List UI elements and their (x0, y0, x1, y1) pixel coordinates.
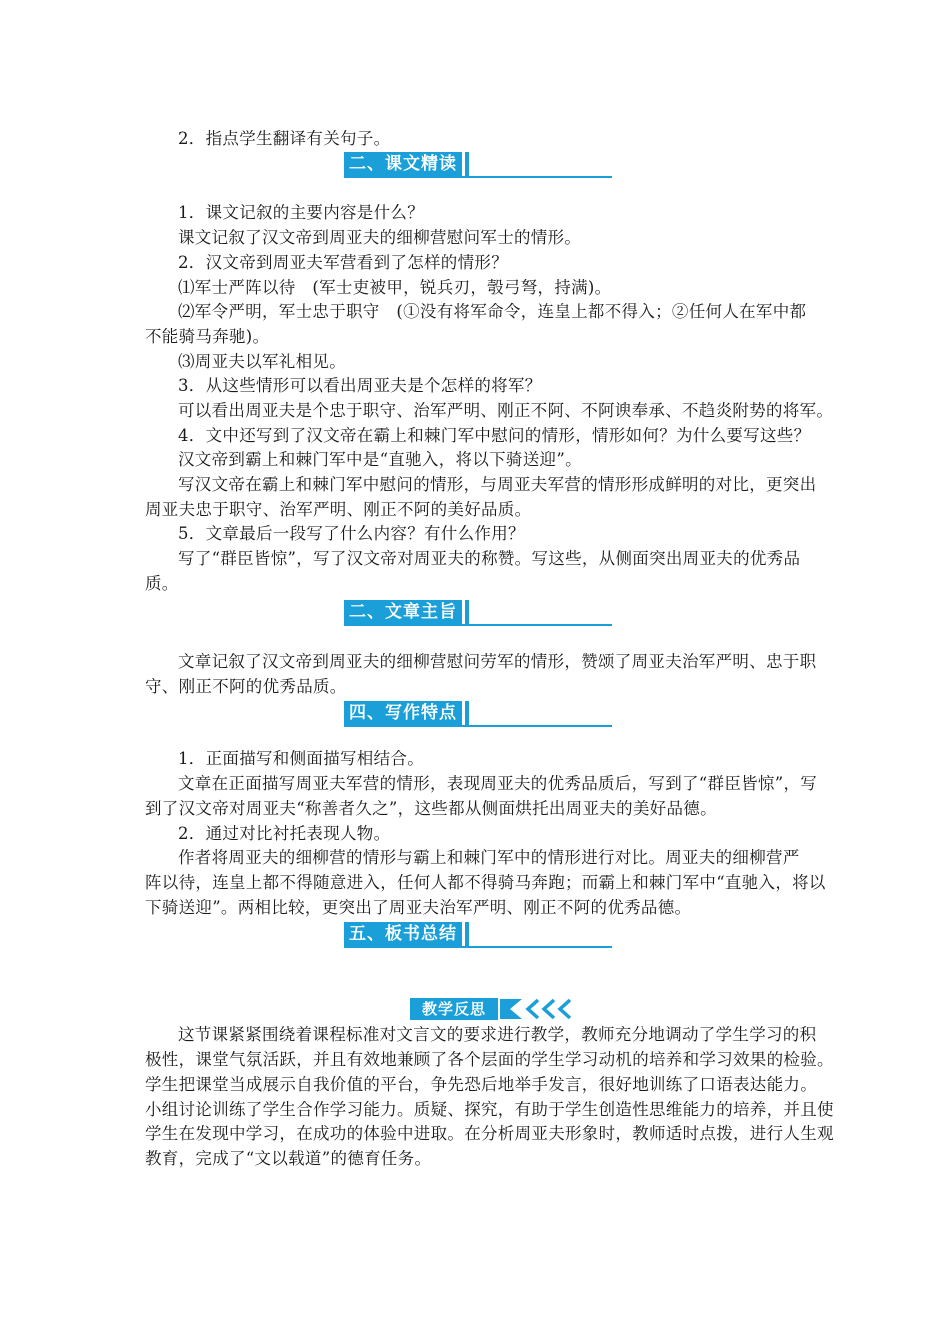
reflection-label: 教学反思 (410, 998, 498, 1020)
paragraph: 质。 (145, 574, 179, 593)
paragraph: 2．汉文帝到周亚夫军营看到了怎样的情形？ (178, 253, 508, 272)
paragraph: 文章记叙了汉文帝到周亚夫的细柳营慰问劳军的情形，赞颂了周亚夫治军严明、忠于职 (178, 652, 817, 671)
paragraph: 5．文章最后一段写了什么内容？有什么作用？ (178, 524, 525, 543)
paragraph: 不能骑马奔驰)。 (145, 327, 270, 346)
paragraph: 下骑送迎”。两相比较，更突出了周亚夫治军严明、刚正不阿的优秀品德。 (145, 898, 692, 917)
section-title: 四、写作特点 (349, 703, 457, 723)
section-title: 二、文章主旨 (349, 602, 457, 622)
paragraph: ⑵军令严明，军士忠于职守 (①没有将军命令，连皇上都不得入；②任何人在军中都 (178, 302, 807, 321)
paragraph: 可以看出周亚夫是个忠于职守、治军严明、刚正不阿、不阿谀奉承、不趋炎附势的将军。 (178, 401, 834, 420)
paragraph: 到了汉文帝对周亚夫“称善者久之”，这些都从侧面烘托出周亚夫的美好品德。 (145, 799, 717, 818)
paragraph: 2．指点学生翻译有关句子。 (178, 129, 391, 148)
paragraph: ⑴军士严阵以待 (军士吏被甲，锐兵刃，彀弓弩，持满)。 (178, 278, 612, 297)
paragraph: 周亚夫忠于职守、治军严明、刚正不阿的美好品质。 (145, 500, 532, 519)
paragraph: 这节课紧紧围绕着课程标准对文言文的要求进行教学，教师充分地调动了学生学习的积 (178, 1025, 817, 1044)
paragraph: 小组讨论训练了学生合作学习能力。质疑、探究，有助于学生创造性思维能力的培养，并且使 (145, 1100, 834, 1119)
paragraph: 3．从这些情形可以看出周亚夫是个怎样的将军？ (178, 376, 542, 395)
paragraph: 学生在发现中学习，在成功的体验中进取。在分析周亚夫形象时，教师适时点拨，进行人生观 (145, 1124, 834, 1143)
paragraph: 写了“群臣皆惊”，写了汉文帝对周亚夫的称赞。写这些，从侧面突出周亚夫的优秀品 (178, 549, 801, 568)
paragraph: 守、刚正不阿的优秀品质。 (145, 677, 347, 696)
paragraph: 阵以待，连皇上都不得随意进入，任何人都不得骑马奔跑；而霸上和棘门军中“直驰入，将以 (145, 873, 826, 892)
chevron-left-icon (500, 996, 580, 1022)
paragraph: 学生把课堂当成展示自我价值的平台，争先恐后地举手发言，很好地训练了口语表达能力。 (145, 1075, 817, 1094)
paragraph: 2．通过对比衬托表现人物。 (178, 824, 391, 843)
paragraph: 教育，完成了“文以载道”的德育任务。 (145, 1149, 432, 1168)
section-title: 二、课文精读 (349, 154, 457, 174)
paragraph: 作者将周亚夫的细柳营的情形与霸上和棘门军中的情形进行对比。周亚夫的细柳营严 (178, 848, 800, 867)
paragraph: 写汉文帝在霸上和棘门军中慰问的情形，与周亚夫军营的情形形成鲜明的对比，更突出 (178, 475, 817, 494)
paragraph: 文章在正面描写周亚夫军营的情形，表现周亚夫的优秀品质后，写到了“群臣皆惊”，写 (178, 774, 818, 793)
teaching-reflection-heading (410, 996, 580, 1024)
paragraph: 4．文中还写到了汉文帝在霸上和棘门军中慰问的情形，情形如何？为什么要写这些？ (178, 426, 811, 445)
paragraph: 汉文帝到霸上和棘门军中是“直驰入，将以下骑送迎”。 (178, 450, 582, 469)
section-title: 五、板书总结 (349, 924, 457, 944)
paragraph: 极性，课堂气氛活跃，并且有效地兼顾了各个层面的学生学习动机的培养和学习效果的检验。 (145, 1050, 834, 1069)
paragraph: 1．正面描写和侧面描写相结合。 (178, 749, 424, 768)
paragraph: 课文记叙了汉文帝到周亚夫的细柳营慰问军士的情形。 (178, 228, 582, 247)
paragraph: 1．课文记叙的主要内容是什么？ (178, 203, 424, 222)
paragraph: ⑶周亚夫以军礼相见。 (178, 352, 346, 371)
